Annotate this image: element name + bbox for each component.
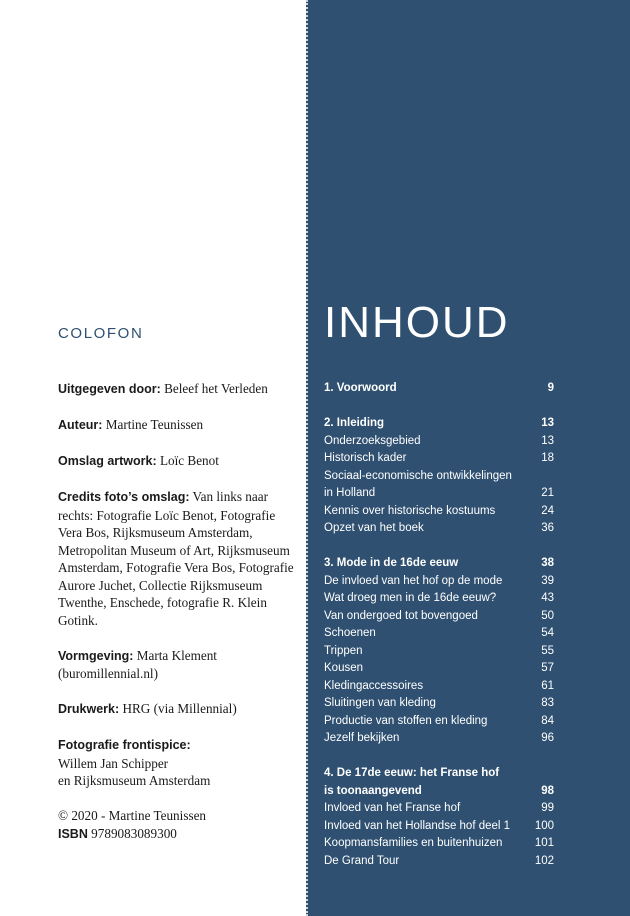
toc-entry-title-line: 3. Mode in de 16de eeuw [324, 557, 459, 569]
toc-entry [324, 573, 554, 591]
colofon-heading: COLOFON [58, 325, 144, 342]
colofon-isbn: ISBN 9789083089300 [58, 825, 177, 841]
table-of-contents [324, 380, 554, 870]
toc-entry-page: 21 [541, 487, 554, 499]
toc-entry-page: 39 [541, 574, 554, 587]
toc-entry [324, 853, 554, 871]
toc-chapter [324, 380, 554, 398]
toc-entry-title [324, 590, 541, 608]
colofon-printing: Drukwerk: HRG (via Millennial) [58, 701, 237, 716]
toc-entry-title [324, 678, 541, 696]
toc-entry [324, 450, 554, 468]
toc-entry-title-line: Sociaal-economische ontwikkelingen [324, 469, 512, 482]
toc-entry-title [324, 380, 548, 398]
toc-entry-title [324, 695, 541, 713]
toc-entry-title-line: Invloed van het Franse hof [324, 802, 461, 814]
colofon-design: Vormgeving: Marta Klement (buromillennial.nl) [58, 647, 217, 681]
toc-entry [324, 468, 554, 503]
toc-entry-title-line: Jezelf bekijken [324, 732, 400, 744]
toc-entry-page: 18 [541, 452, 554, 464]
toc-entry [324, 678, 554, 696]
toc-spacer [324, 538, 554, 556]
toc-entry-page: 54 [541, 627, 554, 639]
toc-entry-title [324, 713, 541, 731]
toc-entry-title-line: Invloed van het Hollandse hof deel 1 [324, 819, 511, 832]
toc-entry-page: 43 [541, 592, 554, 604]
toc-entry-title-line: Koopmansfamilies en buitenhuizen [324, 837, 503, 849]
toc-entry-title [324, 853, 535, 871]
colofon-frontispiece: Fotografie frontispice: Willem Jan Schipper en Rijksmuseum Amsterdam [58, 738, 211, 788]
toc-entry-page: 98 [541, 784, 554, 797]
toc-entry [324, 590, 554, 608]
toc-entry-title [324, 520, 541, 538]
colofon-publisher: Uitgegeven door: Beleef het Verleden [58, 381, 268, 396]
toc-entry-title [324, 608, 541, 626]
toc-entry-title-line: Wat droeg men in de 16de eeuw? [324, 592, 497, 604]
toc-entry [324, 730, 554, 748]
toc-entry-page: 13 [541, 434, 554, 447]
page-fold-divider [306, 0, 308, 916]
toc-spacer [324, 748, 554, 766]
toc-entry [324, 660, 554, 678]
toc-entry [324, 608, 554, 626]
toc-entry-page: 36 [541, 522, 554, 534]
toc-entry-title [324, 660, 541, 678]
toc-entry-title [324, 433, 541, 451]
colofon-copyright: © 2020 - Martine Teunissen [58, 808, 207, 823]
toc-entry-title-line: 1. Voorwoord [324, 382, 397, 394]
toc-entry [324, 835, 554, 853]
toc-entry-page: 99 [541, 802, 554, 814]
toc-entry-title [324, 468, 541, 503]
toc-entry-title-line: Sluitingen van kleding [324, 697, 436, 709]
toc-entry-title-line: is toonaangevend [324, 784, 422, 797]
inhoud-title: INHOUD [324, 298, 510, 347]
toc-entry-title-line: Historisch kader [324, 452, 407, 464]
toc-entry-page: 83 [541, 697, 554, 709]
toc-entry-page: 38 [541, 557, 554, 569]
toc-entry-title-line: Van ondergoed tot bovengoed [324, 609, 478, 622]
toc-entry-title-line: De Grand Tour [324, 854, 400, 867]
toc-entry-title [324, 818, 535, 836]
toc-entry-page: 13 [541, 417, 554, 429]
toc-entry-page: 84 [541, 714, 554, 727]
toc-entry [324, 503, 554, 521]
toc-entry [324, 800, 554, 818]
toc-entry-title-line: Kousen [324, 662, 364, 674]
toc-entry-page: 57 [541, 662, 554, 674]
toc-entry-page: 61 [541, 679, 554, 692]
toc-entry-title [324, 503, 541, 521]
toc-entry-page: 102 [534, 854, 554, 867]
toc-entry-page: 50 [541, 609, 554, 622]
toc-chapter [324, 415, 554, 433]
toc-entry-title-line: Onderzoeksgebied [324, 434, 421, 447]
toc-entry-page: 24 [541, 504, 554, 517]
toc-entry-page: 101 [534, 837, 554, 849]
toc-spacer [324, 398, 554, 416]
toc-entry-title-line: Productie van stoffen en kleding [324, 714, 488, 727]
toc-chapter [324, 765, 554, 800]
colofon-cover-photo-credits: Credits foto’s omslag: Van links naar rechts: Fotografie Loïc Benot, Fotografie Vera Bos, Rijksmuseum Amsterdam, Metropolitan Museum of Art, Rijksmuseum Amsterdam, Fotografie Vera Bos, Fotografie Aurore Juchet, Collectie Rijksmuseum Twenthe, Enschede, fotografie R. Klein Gotink. [58, 489, 294, 628]
toc-entry [324, 643, 554, 661]
colofon-body [58, 380, 298, 843]
toc-entry-title [324, 730, 541, 748]
toc-entry-title [324, 555, 541, 573]
toc-entry-title-line: De invloed van het hof op de mode [324, 574, 503, 587]
toc-entry-page: 96 [541, 732, 554, 744]
toc-entry [324, 818, 554, 836]
toc-entry [324, 433, 554, 451]
toc-entry-page: 55 [541, 644, 554, 657]
toc-entry-title [324, 835, 535, 853]
toc-entry-title [324, 643, 541, 661]
toc-entry-title-line: 4. De 17de eeuw: het Franse hof [324, 767, 500, 779]
toc-entry-title [324, 573, 541, 591]
toc-entry-title-line: Trippen [324, 644, 363, 657]
colofon-author: Auteur: Martine Teunissen [58, 417, 204, 432]
toc-entry-title-line: Schoenen [324, 627, 376, 639]
toc-entry-title [324, 450, 541, 468]
toc-entry-title-line: Kennis over historische kostuums [324, 504, 496, 517]
toc-entry-title [324, 765, 541, 800]
toc-entry-page: 9 [547, 382, 554, 394]
toc-entry-title [324, 625, 541, 643]
toc-entry-title-line: Kledingaccessoires [324, 679, 424, 692]
toc-entry [324, 713, 554, 731]
toc-chapter [324, 555, 554, 573]
toc-entry-title-line: in Holland [324, 487, 376, 499]
toc-entry-title [324, 800, 541, 818]
toc-entry [324, 695, 554, 713]
toc-entry-title-line: 2. Inleiding [324, 417, 385, 429]
toc-entry [324, 520, 554, 538]
toc-entry-title-line: Opzet van het boek [324, 522, 424, 534]
toc-entry-page: 100 [534, 819, 554, 832]
toc-entry [324, 625, 554, 643]
toc-entry-title [324, 415, 541, 433]
colofon-cover-artwork: Omslag artwork: Loïc Benot [58, 453, 219, 468]
